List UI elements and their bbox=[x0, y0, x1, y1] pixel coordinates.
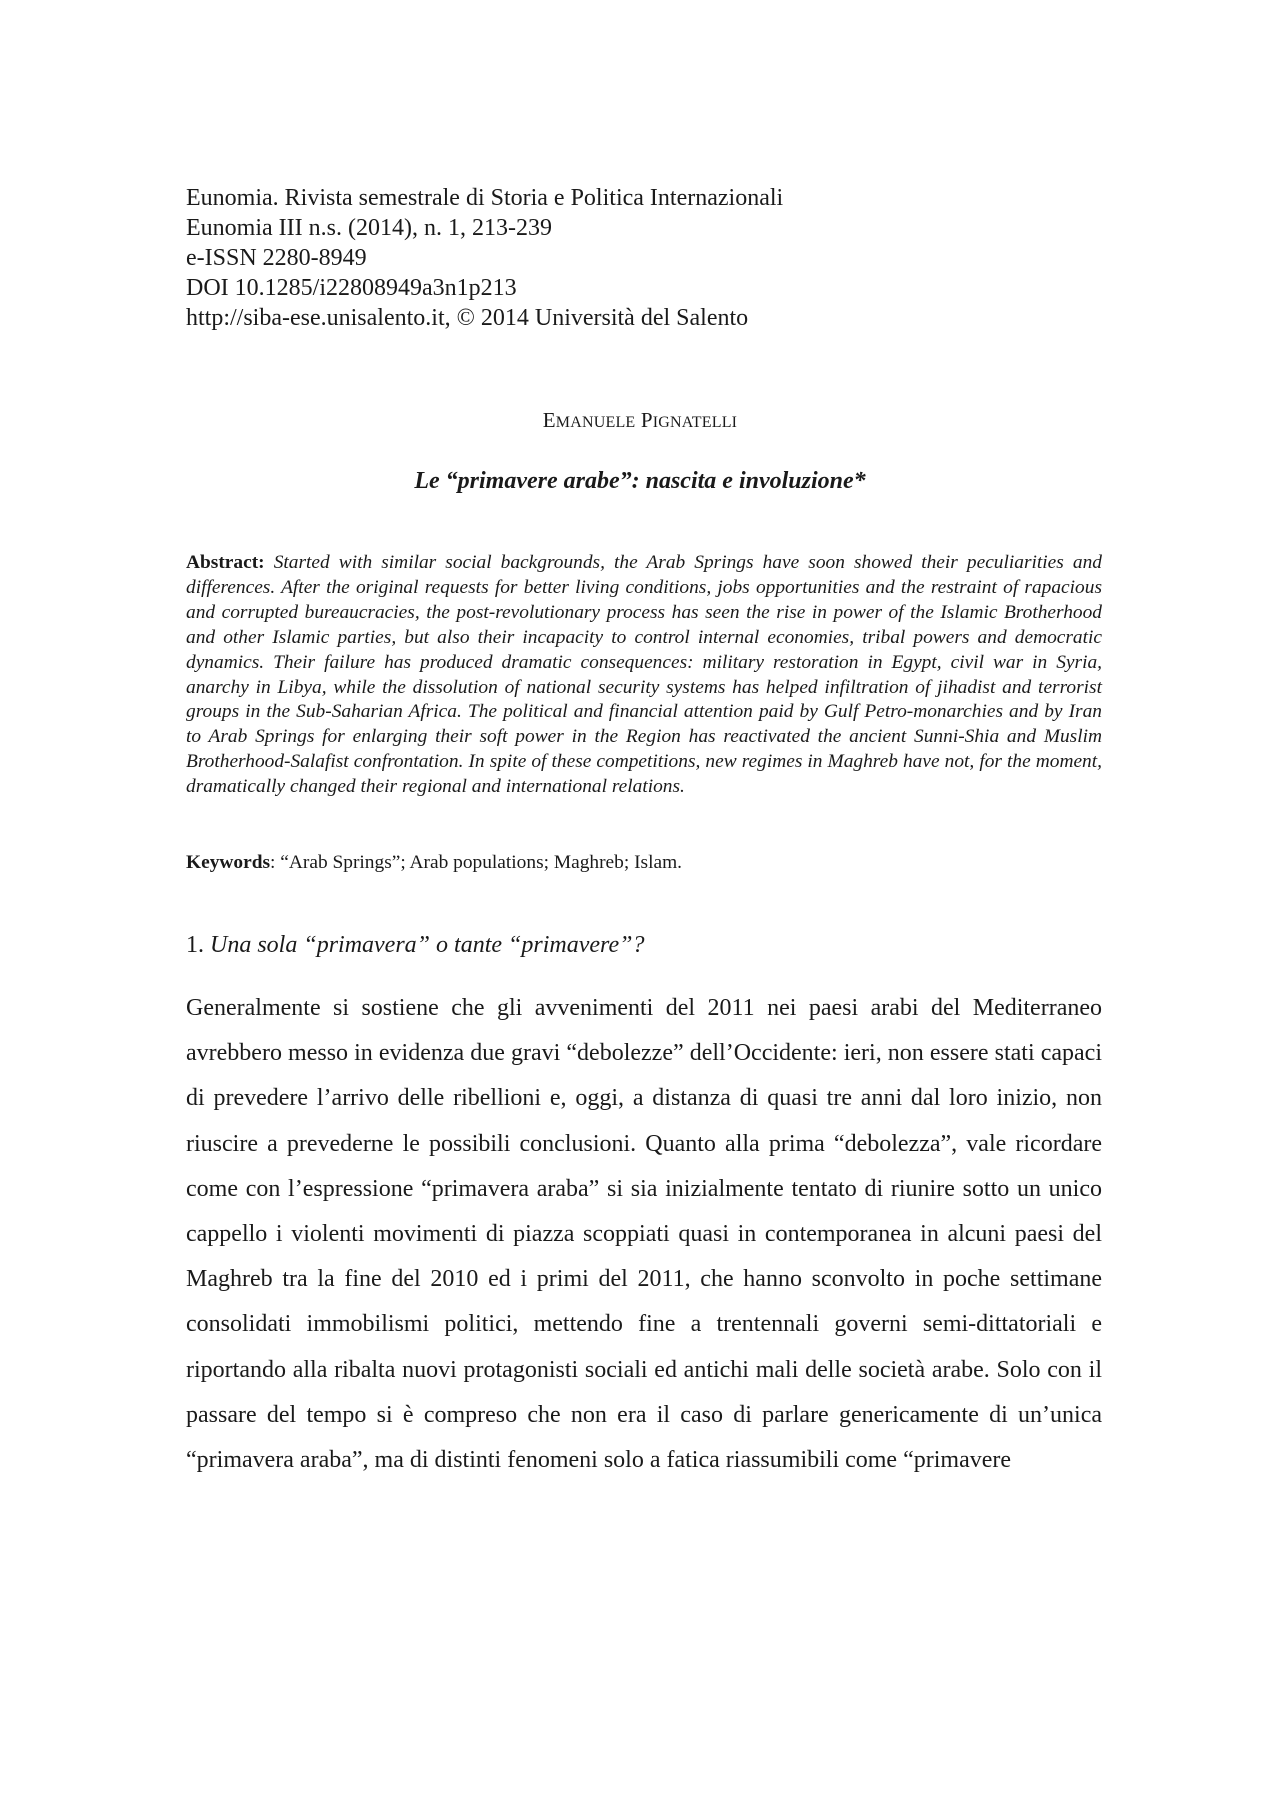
abstract-text: Started with similar social backgrounds, the Arab Springs have soon showed their peculiarities and differences. After the original requests for better living conditions, jobs opportunities and the restraint of rapacious and corrupted bureaucracies, the post-revolutionary process has seen the rise in power of the Islamic Brotherhood and other Islamic parties, but also their incapacity to control internal economies, tribal powers and democratic dynamics. Their failure has produced dramatic consequences: military restoration in Egypt, civil war in Syria, anarchy in Libya, while the dissolution of national security systems has helped infiltration of jihadist and terrorist groups in the Sub-Saharian Africa. The political and financial attention paid by Gulf Petro-monarchies and by Iran to Arab Springs for enlarging their soft power in the Region has reactivated the ancient Sunni-Shia and Muslim Brotherhood-Salafist confrontation. In spite of these competitions, new regimes in Maghreb have not, for the moment, dramatically changed their regional and international relations. bbox=[186, 552, 1102, 798]
journal-title: Eunomia. Rivista semestrale di Storia e Politica Internazionali bbox=[186, 185, 784, 211]
body-paragraph: Generalmente si sostiene che gli avvenimenti del 2011 nei paesi arabi del Mediterraneo avrebbero messo in evidenza due gravi “debolezze” dell’Occidente: ieri, non essere stati capaci di prevedere l’arrivo delle ribellioni e, oggi, a distanza di quasi tre anni dal loro inizio, non riuscire a prevederne le possibili conclusioni. Quanto alla prima “debolezza”, vale ricordare come con l’espressione “primavera araba” si sia inizialmente tentato di riunire sotto un unico cappello i violenti movimenti di piazza scoppiati quasi in contemporanea in alcuni paesi del Maghreb tra la fine del 2010 ed i primi del 2011, che hanno sconvolto in poche settimane consolidati immobilismi politici, mettendo fine a trentennali governi semi-dittatoriali e riportando alla ribalta nuovi protagonisti sociali ed antichi mali delle società arabe. Solo con il passare del tempo si è compreso che non era il caso di parlare genericamente di un’unica “primavera araba”, ma di distinti fenomeni solo a fatica riassumibili come “primavere bbox=[186, 995, 1102, 1474]
journal-issue: Eunomia III n.s. (2014), n. 1, 213-239 bbox=[186, 215, 552, 241]
section-heading bbox=[186, 932, 644, 959]
journal-url: http://siba-ese.unisalento.it, © 2014 Università del Salento bbox=[186, 305, 749, 331]
author-last-initial: P bbox=[640, 408, 653, 432]
keywords-text: : “Arab Springs”; Arab populations; Maghreb; Islam. bbox=[270, 852, 683, 873]
section-number: 1. bbox=[186, 932, 204, 958]
article-title: Le “primavere arabe”: nascita e involuzione* bbox=[414, 468, 866, 494]
journal-issn: e-ISSN 2280-8949 bbox=[186, 245, 367, 271]
keywords-label: Keywords bbox=[186, 852, 271, 873]
author-first-initial: E bbox=[542, 408, 556, 432]
abstract bbox=[186, 551, 1102, 800]
section-title: Una sola “primavera” o tante “primavere”? bbox=[210, 932, 645, 958]
journal-header bbox=[186, 183, 783, 333]
author-last-rest: IGNATELLI bbox=[652, 414, 738, 431]
keywords bbox=[186, 852, 1102, 874]
author-name bbox=[186, 408, 1094, 433]
author-first-rest: MANUELE bbox=[555, 414, 636, 431]
abstract-label: Abstract: bbox=[186, 552, 265, 573]
journal-doi: DOI 10.1285/i22808949a3n1p213 bbox=[186, 275, 517, 301]
